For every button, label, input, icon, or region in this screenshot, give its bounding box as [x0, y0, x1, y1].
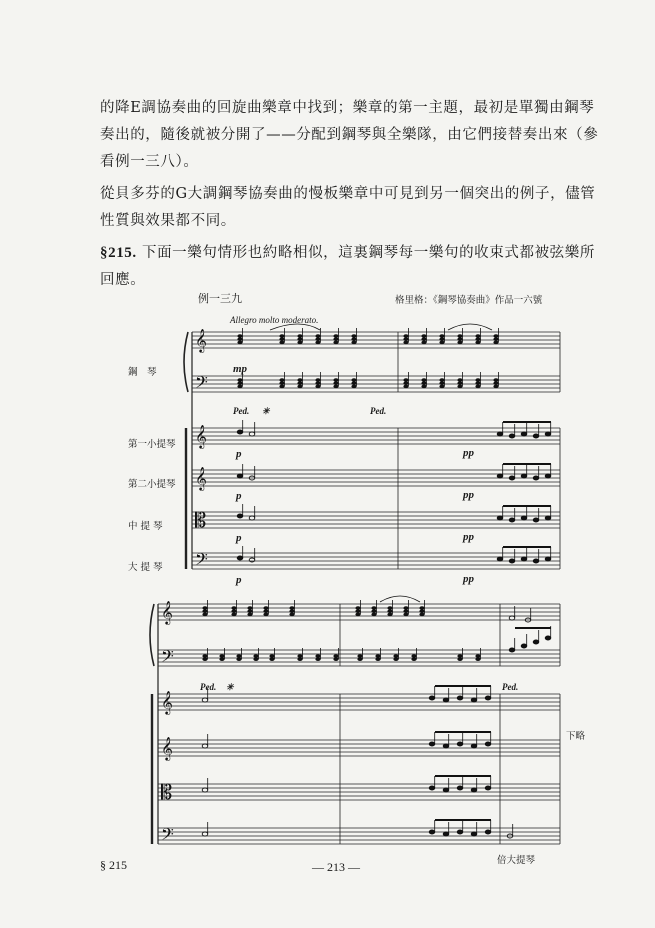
clef: 𝄢 — [195, 549, 208, 573]
note — [249, 516, 255, 520]
chord — [289, 600, 294, 616]
page-number: — 213 — — [312, 860, 360, 874]
label-piano: 鋼 琴 — [128, 367, 157, 378]
dynamic-p-vc: p — [236, 574, 242, 586]
example-number: 例一三九 — [198, 292, 242, 305]
pedal-release-1: ✳ — [262, 406, 270, 416]
note — [545, 636, 551, 640]
chord — [279, 328, 284, 344]
label-violin-2: 第二小提琴 — [128, 479, 176, 490]
note — [237, 556, 243, 560]
note — [457, 786, 463, 790]
section-number: §215. — [100, 245, 137, 261]
tempo-marking: Allegro molto moderato. — [230, 315, 319, 325]
chord — [371, 600, 376, 616]
note — [485, 786, 491, 790]
note — [533, 476, 539, 480]
chord — [263, 600, 268, 616]
paragraph-2: 從貝多芬的G大調鋼琴協奏曲的慢板樂章中可見到另一個突出的例子，儘管性質與效果都不同。 — [100, 186, 596, 229]
chord — [297, 372, 302, 388]
chord — [237, 372, 242, 388]
slur — [270, 324, 320, 330]
dynamic-p-vn2: p — [236, 490, 242, 502]
clef: 𝄞 — [161, 600, 173, 624]
note — [443, 832, 449, 836]
note — [509, 648, 515, 652]
staff-system1-6 — [192, 553, 560, 569]
label-cello: 大 提 琴 — [128, 562, 163, 573]
clef: 𝄢 — [161, 824, 174, 848]
chord — [351, 328, 356, 344]
clef: 𝄡 — [161, 780, 173, 804]
chord — [421, 328, 426, 344]
note — [443, 744, 449, 748]
note — [457, 742, 463, 746]
chord — [333, 372, 338, 388]
note — [545, 432, 551, 436]
note — [429, 742, 435, 746]
note — [429, 786, 435, 790]
example-source: 格里格：《鋼琴協奏曲》作品一六號 — [395, 295, 543, 306]
footer-section: § 215 — [100, 858, 127, 872]
note — [533, 434, 539, 438]
note — [509, 559, 515, 563]
note — [497, 516, 503, 520]
slur — [448, 324, 492, 330]
dynamic-pp-vn1: pp — [463, 447, 474, 459]
note — [509, 518, 515, 522]
chord — [457, 328, 462, 344]
clef: 𝄞 — [195, 466, 207, 490]
chord — [403, 328, 408, 344]
note — [202, 698, 208, 702]
pedal-mark-3: Ped. — [200, 682, 217, 692]
label-viola: 中 提 琴 — [128, 521, 163, 532]
note — [237, 430, 243, 434]
note — [429, 696, 435, 700]
note — [457, 696, 463, 700]
dynamic-pp-vc: pp — [463, 573, 474, 585]
dynamic-p-vn1: p — [236, 448, 242, 460]
chord — [493, 328, 498, 344]
double-bass-label: 倍大提琴 — [497, 855, 536, 866]
chord — [279, 372, 284, 388]
clef: 𝄞 — [161, 736, 173, 760]
staff-system1-5 — [192, 512, 560, 528]
note — [521, 644, 527, 648]
note — [533, 559, 539, 563]
note — [533, 518, 539, 522]
chord — [475, 328, 480, 344]
chord — [475, 372, 480, 388]
note — [497, 474, 503, 478]
note — [521, 516, 527, 520]
note — [237, 514, 243, 518]
note — [497, 432, 503, 436]
note — [485, 696, 491, 700]
clef: 𝄢 — [195, 372, 208, 396]
note — [533, 640, 539, 644]
piano-brace — [184, 332, 188, 392]
note — [457, 830, 463, 834]
note — [471, 788, 477, 792]
chord — [403, 372, 408, 388]
chord — [351, 372, 356, 388]
note — [509, 476, 515, 480]
label-violin-1: 第一小提琴 — [128, 439, 176, 450]
paragraph-1: 的降E調協奏曲的回旋曲樂章中找到；樂章的第一主題，最初是單獨由鋼琴奏出的，隨後就被分開了——分配到鋼琴與全樂隊，由它們接替奏出來（參看例一三八）。 — [100, 100, 599, 170]
piano-brace-2 — [150, 604, 154, 666]
pedal-mark-4: Ped. — [502, 682, 519, 692]
note — [509, 616, 515, 620]
clef: 𝄞 — [195, 328, 207, 352]
dynamic-p-va: p — [236, 532, 242, 544]
clef: 𝄡 — [195, 508, 207, 532]
chord — [333, 328, 338, 344]
staff-system1-2 — [192, 376, 560, 392]
chord — [202, 600, 207, 616]
chord — [439, 372, 444, 388]
note — [485, 830, 491, 834]
note — [545, 557, 551, 561]
note — [443, 788, 449, 792]
chord — [247, 600, 252, 616]
clef: 𝄢 — [161, 646, 174, 670]
note — [509, 434, 515, 438]
note — [545, 516, 551, 520]
note — [202, 788, 208, 792]
chord — [231, 600, 236, 616]
note — [443, 698, 449, 702]
chord — [419, 600, 424, 616]
note — [202, 744, 208, 748]
chord — [421, 372, 426, 388]
chord — [315, 328, 320, 344]
note — [471, 744, 477, 748]
paragraph-3-text: 下面一樂句情形也約略相似，這裏鋼琴每一樂句的收束式都被弦樂所回應。 — [100, 245, 595, 288]
dynamic-mp: mp — [233, 363, 248, 375]
note — [249, 432, 255, 436]
chord — [237, 328, 242, 344]
staff-system1-1 — [192, 332, 560, 348]
clef: 𝄞 — [195, 424, 207, 448]
note — [521, 557, 527, 561]
note — [202, 832, 208, 836]
note — [249, 558, 255, 562]
chord — [387, 600, 392, 616]
chord — [355, 600, 360, 616]
chord — [493, 372, 498, 388]
note — [429, 830, 435, 834]
staff-system1-3 — [192, 428, 560, 444]
continuation-note: 下略 — [566, 731, 586, 742]
note — [521, 474, 527, 478]
note — [471, 832, 477, 836]
dynamic-pp-va: pp — [463, 531, 474, 543]
note — [497, 557, 503, 561]
slur — [380, 596, 420, 602]
chord — [457, 372, 462, 388]
note — [471, 698, 477, 702]
chord — [297, 328, 302, 344]
chord — [439, 328, 444, 344]
clef: 𝄞 — [161, 690, 173, 714]
note — [521, 432, 527, 436]
note — [545, 474, 551, 478]
chord — [315, 372, 320, 388]
pedal-release-3: ✳ — [226, 682, 234, 692]
staff-system1-4 — [192, 470, 560, 486]
chord — [403, 600, 408, 616]
note — [485, 742, 491, 746]
pedal-mark-1: Ped. — [233, 406, 250, 416]
note — [237, 474, 243, 478]
pedal-mark-2: Ped. — [370, 406, 387, 416]
dynamic-pp-vn2: pp — [463, 489, 474, 501]
